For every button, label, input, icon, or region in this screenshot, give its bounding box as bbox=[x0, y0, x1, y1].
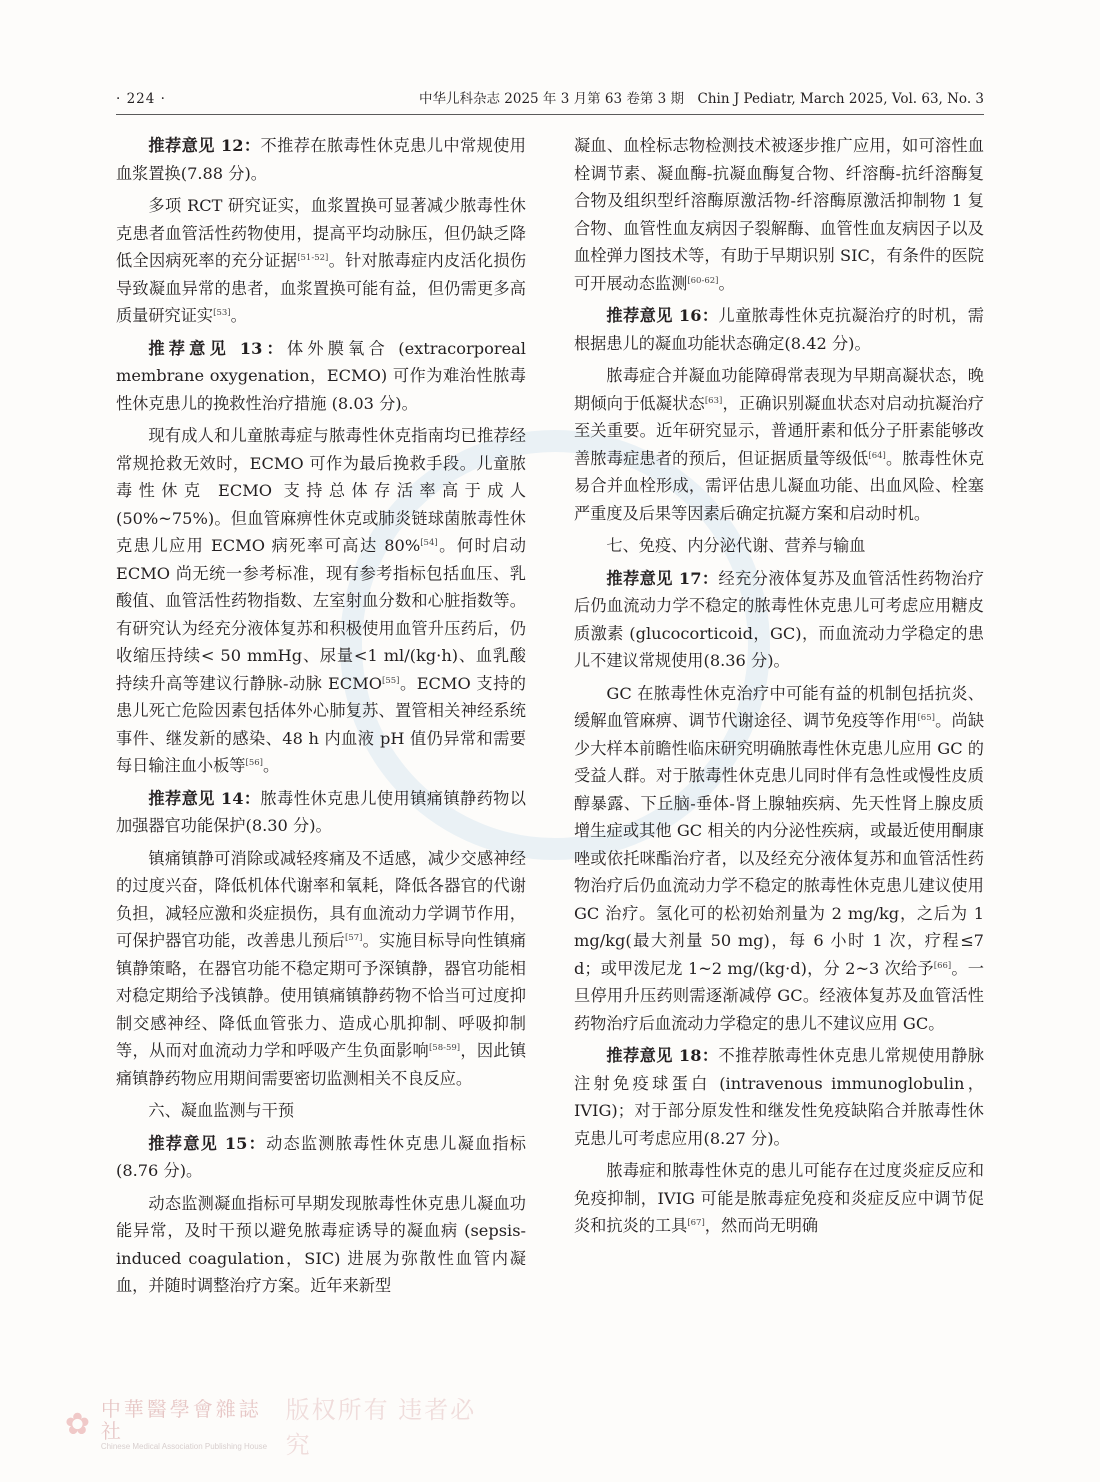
rec-label: 推荐意见 18： bbox=[606, 1046, 719, 1065]
citation: [54] bbox=[420, 538, 438, 548]
publisher-name bbox=[101, 1398, 268, 1452]
text-span: 。 bbox=[262, 756, 280, 775]
citation: [57] bbox=[345, 933, 363, 943]
rec-text: 不推荐脓毒性休克患儿常规使用静脉注射免疫球蛋白 (intravenous immunoglobulin，IVIG)；对于部分原发性和继发性免疫缺陷合并脓毒性休克患儿可考虑应用(8.27 分)。 bbox=[574, 1046, 984, 1148]
plum-blossom-icon: ✿ bbox=[64, 1407, 90, 1442]
text-span: 现有成人和儿童脓毒症与脓毒性休克指南均已推荐经常规抢救无效时，ECMO 可作为最后挽救手段。儿童脓毒性休克 ECMO 支持总体存活率高于成人 (50%~75%)。但血管麻痹性休克或肺炎链球菌脓毒性休克患儿应用 ECMO 病死率可高达 80% bbox=[116, 426, 526, 555]
journal-citation: 中华儿科杂志 2025 年 3 月第 63 卷第 3 期 Chin J Pediatr, March 2025, Vol. 63, No. 3 bbox=[418, 91, 984, 107]
text-span: 。ECMO 支持的患儿死亡危险因素包括体外心肺复苏、置管相关神经系统事件、继发新的感染、48 h 内血液 pH 值仍异常和需要每日输注血小板等 bbox=[116, 673, 526, 775]
rec-text: 儿童脓毒性休克抗凝治疗的时机，需根据患儿的凝血功能状态确定(8.42 分)。 bbox=[574, 306, 984, 353]
recommendation-12 bbox=[116, 132, 526, 187]
section-heading: 六、凝血监测与干预 bbox=[148, 1101, 295, 1120]
text-span: ，正确识别凝血状态对启动抗凝治疗至关重要。近年研究显示，普通肝素和低分子肝素能够改善脓毒症患者的预后，但证据质量等级低 bbox=[574, 393, 985, 468]
citation: [53] bbox=[213, 308, 231, 318]
recommendation-16 bbox=[574, 302, 984, 357]
publisher-name-cn: 中華醫學會雜誌社 bbox=[100, 1397, 262, 1443]
rec-text: 经充分液体复苏及血管活性药物治疗后仍血流动力学不稳定的脓毒性休克患儿可考虑应用糖皮质激素 (glucocorticoid，GC)，而血流动力学稳定的患儿不建议常规使用(8.36 分)。 bbox=[574, 568, 984, 670]
citation: [58-59] bbox=[428, 1043, 461, 1053]
right-column bbox=[574, 132, 984, 1245]
paragraph bbox=[574, 1157, 984, 1240]
rec-text: 动态监测脓毒性休克患儿凝血指标(8.76 分)。 bbox=[116, 1133, 526, 1180]
citation: [65] bbox=[917, 713, 935, 723]
rec-text: 不推荐在脓毒性休克患儿中常规使用血浆置换(7.88 分)。 bbox=[116, 136, 526, 183]
rec-label: 推荐意见 14： bbox=[148, 788, 261, 808]
rec-label: 推荐意见 16： bbox=[606, 306, 719, 325]
copyright-mark: 版权所有 违者必究 bbox=[285, 1397, 477, 1459]
rec-label: 推荐意见 17： bbox=[606, 568, 719, 588]
text-span: 脓毒症合并凝血功能障碍常表现为早期高凝状态，晚期倾向于低凝状态 bbox=[574, 366, 984, 413]
page-number: · 224 · bbox=[116, 91, 166, 107]
rec-text: 体外膜氧合 (extracorporeal membrane oxygenation，ECMO) 可作为难治性脓毒性休克患儿的挽救性治疗措施 (8.03 分)。 bbox=[116, 338, 526, 413]
citation: [67] bbox=[687, 1218, 705, 1228]
text-span: 。尚缺少大样本前瞻性临床研究明确脓毒性休克患儿应用 GC 的受益人群。对于脓毒性休克患儿同时伴有急性或慢性皮质醇暴露、下丘脑-垂体-肾上腺轴疾病、先天性肾上腺皮质增生症或其他 GC 相关的内分泌性疾病，或最近使用酮康唑或依托咪酯治疗者，以及经充分液体复苏和血管活性药物治疗后仍血流动力学不稳定的脓毒性休克患儿建议使用 GC 治疗。氢化可的松初始剂量为 2 mg/kg，之后为 1 mg/kg(最大剂量 50 mg)，每 6 小时 1 次，疗程≤7 d；或甲泼尼龙 1~2 mg/(kg·d)，分 2~3 次给予 bbox=[574, 711, 985, 978]
text-span: 。何时启动 ECMO 尚无统一参考标准，现有参考指标包括血压、乳酸值、血管活性药物指数、左室射血分数和心脏指数等。有研究认为经充分液体复苏和积极使用血管升压药后，仍收缩压持续< 50 mmHg、尿量<1 ml/(kg·h)、血乳酸持续升高等建议行静脉-动脉 ECMO bbox=[116, 536, 526, 693]
paragraph bbox=[574, 680, 984, 1038]
section-heading: 七、免疫、内分泌代谢、营养与输血 bbox=[606, 536, 866, 555]
text-span: 凝血、血栓标志物检测技术被逐步推广应用，如可溶性血栓调节素、凝血酶-抗凝血酶复合物、纤溶酶-抗纤溶酶复合物及组织型纤溶酶原激活物-纤溶酶原激活抑制物 1 复合物、血管性血友病因子裂解酶、血管性血友病因子以及血栓弹力图技术等，有助于早期识别 SIC，有条件的医院可开展动态监测 bbox=[574, 136, 984, 293]
text-span: 。 bbox=[230, 306, 247, 325]
citation: [66] bbox=[933, 960, 952, 971]
text-span: ，因此镇痛镇静药物应用期间需要密切监测相关不良反应。 bbox=[116, 1041, 527, 1088]
text-span: ，然而尚无明确 bbox=[704, 1216, 819, 1235]
citation: [51-52] bbox=[297, 253, 329, 263]
rec-label: 推荐意见 12： bbox=[148, 136, 261, 155]
rec-label: 推荐意见 13： bbox=[148, 338, 287, 358]
rec-text: 脓毒性休克患儿使用镇痛镇静药物以加强器官功能保护(8.30 分)。 bbox=[116, 788, 526, 835]
citation: [55] bbox=[382, 675, 400, 686]
publisher-name-en: Chinese Medical Association Publishing House bbox=[100, 1442, 268, 1451]
left-column bbox=[116, 132, 526, 1305]
running-header bbox=[116, 88, 984, 115]
recommendation-14 bbox=[116, 785, 526, 840]
citation: [63] bbox=[704, 395, 723, 406]
text-span: 镇痛镇静可消除或减轻疼痛及不适感，减少交感神经的过度兴奋，降低机体代谢率和氧耗，降低各器官的代谢负担，减轻应激和炎症损伤，具有血流动力学调节作用，可保护器官功能，改善患儿预后 bbox=[116, 848, 526, 950]
text-span: 。 bbox=[718, 273, 735, 293]
text-span: GC 在脓毒性休克治疗中可能有益的机制包括抗炎、缓解血管麻痹、调节代谢途径、调节免疫等作用 bbox=[574, 683, 984, 730]
text-span: 。一旦停用升压药则需逐渐减停 GC。经液体复苏及血管活性药物治疗后血流动力学稳定的患儿不建议应用 GC。 bbox=[574, 958, 984, 1033]
paragraph bbox=[116, 422, 526, 780]
recommendation-17 bbox=[574, 565, 984, 675]
publisher-logo bbox=[62, 1397, 482, 1459]
paragraph bbox=[116, 192, 526, 330]
paragraph-continued bbox=[574, 132, 984, 297]
text-span: 多项 RCT 研究证实，血浆置换可显著减少脓毒性休克患者血管活性药物使用，提高平均动脉压，但仍缺乏降低全因病死率的充分证据 bbox=[116, 196, 526, 270]
recommendation-18 bbox=[574, 1042, 984, 1152]
paragraph bbox=[116, 845, 526, 1093]
text-span: 。脓毒性休克易合并血栓形成，需评估患儿凝血功能、出血风险、栓塞严重度及后果等因素后确定抗凝方案和启动时机。 bbox=[574, 448, 985, 523]
text-span: 。针对脓毒症内皮活化损伤导致凝血异常的患者，血浆置换可能有益，但仍需更多高质量研究证实 bbox=[116, 251, 527, 325]
text-span: 脓毒症和脓毒性休克的患儿可能存在过度炎症反应和免疫抑制，IVIG 可能是脓毒症免疫和炎症反应中调节促炎和抗炎的工具 bbox=[574, 1161, 984, 1235]
recommendation-13 bbox=[116, 335, 526, 418]
paragraph bbox=[574, 362, 984, 527]
recommendation-15 bbox=[116, 1130, 526, 1185]
citation: [60-62] bbox=[687, 275, 719, 286]
citation: [64] bbox=[868, 450, 886, 461]
paragraph: 动态监测凝血指标可早期发现脓毒性休克患儿凝血功能异常，及时干预以避免脓毒症诱导的凝血病 (sepsis-induced coagulation，SIC) 进展为弥散性血管内凝血，并随时调整治疗方案。近年来新型 bbox=[116, 1193, 526, 1295]
citation: [56] bbox=[245, 758, 263, 768]
text-span: 。实施目标导向性镇痛镇静策略，在器官功能不稳定期可予深镇静，器官功能相对稳定期给予浅镇静。使用镇痛镇静药物不恰当可过度抑制交感神经、降低血管张力、造成心肌抑制、呼吸抑制等，从而对血流动力学和呼吸产生负面影响 bbox=[116, 931, 527, 1060]
rec-label: 推荐意见 15： bbox=[148, 1133, 267, 1153]
